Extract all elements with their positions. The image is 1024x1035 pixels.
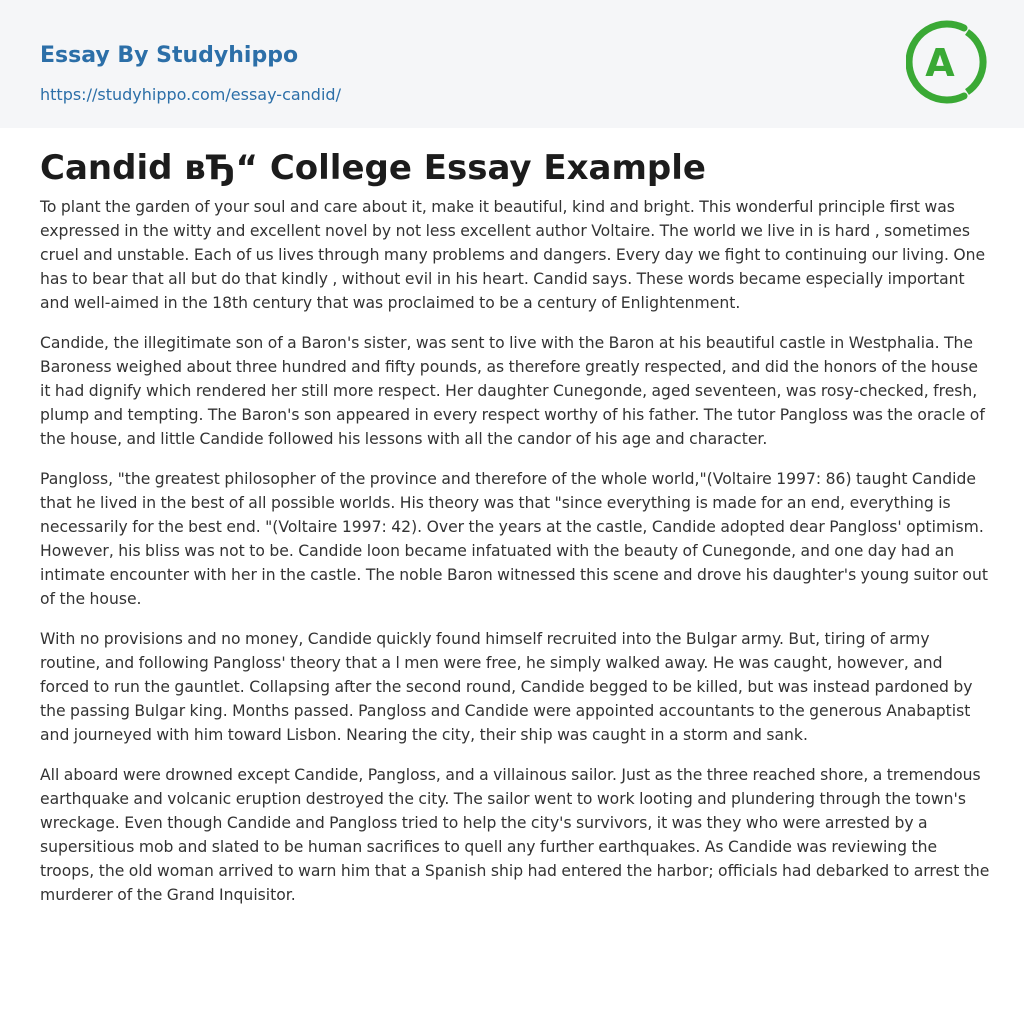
- paragraph: With no provisions and no money, Candide quickly found himself recruited into the Bulgar army. But, tiring of army routine, and following Pangloss' theory that a l men were free, he simply walked away. He was caught, however, and forced to run the gauntlet. Collapsing after the second round, Candide begged to be killed, but was instead pardoned by the passing Bulgar king. Months passed. Pangloss and Candide were appointed accountants to the generous Anabaptist and journeyed with him toward Lisbon. Nearing the city, their ship was caught in a storm and sank.: [40, 630, 973, 744]
- logo-svg: [906, 18, 988, 106]
- paragraph: All aboard were drowned except Candide, Pangloss, and a villainous sailor. Just as the three reached shore, a tremendous earthquake and volcanic eruption destroyed the city. The sailor went to work looting and plundering through the town's wreckage. Even though Candide and Pangloss tried to help the city's survivors, it was they who were arrested by a supersitious mob and slated to be human sacrifices to quell any further earthquakes. As Candide was reviewing the troops, the old woman arrived to warn him that a Spanish ship had entered the harbor; officials had debarked to arrest the murderer of the Grand Inquisitor.: [40, 766, 990, 904]
- article-title: Candid вЂ“ College Essay Example: [40, 148, 706, 188]
- paragraph: To plant the garden of your soul and care about it, make it beautiful, kind and bright. This wonderful principle first was expressed in the witty and excellent novel by not less excellent author Voltaire. The world we live in is hard , sometimes cruel and unstable. Each of us lives through many problems and dangers. Every day we fight to continuing our living. One has to bear that all but do that kindly , without evil in his heart. Candid says. These words became especially important and well-aimed in the 18th century that was proclaimed to be a century of Enlightenment.: [40, 198, 986, 312]
- site-header: [0, 0, 1024, 128]
- logo-arc-right: [967, 32, 983, 92]
- paragraph: Pangloss, "the greatest philosopher of the province and therefore of the whole world,"(Voltaire 1997: 86) taught Candide that he lived in the best of all possible worlds. His theory was that "since everything is made for an end, everything is necessarily for the best end. "(Voltaire 1997: 42). Over the years at the castle, Candide adopted dear Pangloss' optimism. However, his bliss was not to be. Candide loon became infatuated with the beauty of Cunegonde, and one day had an intimate encounter with her in the castle. The noble Baron witnessed this scene and drove his daughter's young suitor out of the house.: [40, 470, 988, 608]
- logo-letter: A: [925, 41, 955, 85]
- paragraph: Candide, the illegitimate son of a Baron's sister, was sent to live with the Baron at his beautiful castle in Westphalia. The Baroness weighed about three hundred and fifty pounds, as therefore greatly respected, and did the honors of the house it had dignify which rendered her still more respect. Her daughter Cunegonde, aged seventeen, was rosy-checked, fresh, plump and tempting. The Baron's son appeared in every respect worthy of his father. The tutor Pangloss was the oracle of the house, and little Candide followed his lessons with all the candor of his age and character.: [40, 334, 985, 448]
- essay-url-link[interactable]: https://studyhippo.com/essay-candid/: [40, 85, 341, 104]
- studyhippo-logo-icon[interactable]: [906, 18, 988, 106]
- brand-title[interactable]: Essay By Studyhippo: [40, 43, 299, 68]
- article-body: [40, 195, 990, 923]
